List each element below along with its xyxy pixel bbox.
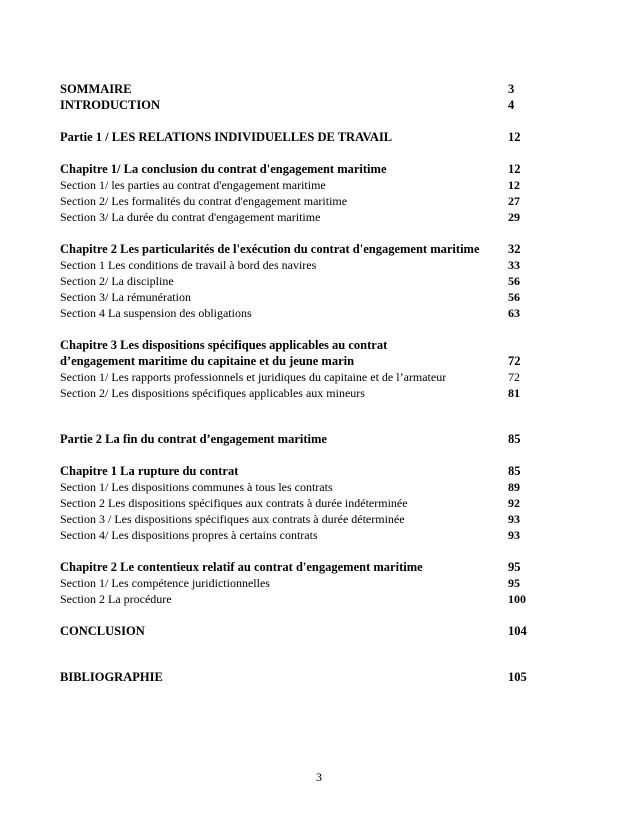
toc-page: 104 bbox=[508, 624, 527, 638]
toc-entry-section bbox=[60, 575, 530, 591]
toc-page: 93 bbox=[508, 512, 520, 526]
toc-entry-section bbox=[60, 193, 530, 209]
toc-page: 12 bbox=[508, 178, 520, 192]
toc-label: CONCLUSION bbox=[60, 624, 145, 638]
toc-label: Section 1 Les conditions de travail à bord des navires bbox=[60, 258, 317, 272]
toc-entry-bibliographie bbox=[60, 669, 530, 685]
toc-page: 105 bbox=[508, 670, 527, 684]
toc-entry-section bbox=[60, 591, 530, 607]
toc-entry-section bbox=[60, 479, 530, 495]
toc-entry-section bbox=[60, 289, 530, 305]
toc-label: SOMMAIRE bbox=[60, 82, 132, 96]
toc-entry-conclusion bbox=[60, 623, 530, 639]
toc-label: Section 2 Les dispositions spécifiques aux contrats à durée indéterminée bbox=[60, 496, 408, 510]
toc-entry-introduction bbox=[60, 97, 530, 113]
table-of-contents bbox=[60, 81, 530, 685]
toc-entry-partie-2 bbox=[60, 431, 530, 447]
toc-entry-chapitre-1 bbox=[60, 161, 530, 177]
toc-page: 3 bbox=[508, 82, 515, 96]
toc-label: Section 1/ les parties au contrat d'engagement maritime bbox=[60, 178, 326, 192]
toc-label: Section 2/ La discipline bbox=[60, 274, 174, 288]
toc-label: Section 1/ Les compétence juridictionnelles bbox=[60, 576, 270, 590]
toc-label: Section 3 / Les dispositions spécifiques aux contrats à durée déterminée bbox=[60, 512, 405, 526]
toc-page: 12 bbox=[508, 162, 521, 176]
toc-entry-section bbox=[60, 209, 530, 225]
toc-entry-chapitre-2 bbox=[60, 241, 530, 257]
toc-page: 100 bbox=[508, 592, 526, 606]
toc-page: 4 bbox=[508, 98, 515, 112]
toc-page: 32 bbox=[508, 242, 521, 256]
toc-label: Section 3/ La durée du contrat d'engagement maritime bbox=[60, 210, 321, 224]
toc-page: 85 bbox=[508, 432, 521, 446]
toc-entry-section bbox=[60, 511, 530, 527]
toc-page: 95 bbox=[508, 560, 521, 574]
toc-page: 92 bbox=[508, 496, 520, 510]
toc-label: Section 1/ Les rapports professionnels et juridiques du capitaine et de l’armateur bbox=[60, 370, 447, 384]
toc-page: 85 bbox=[508, 464, 521, 478]
toc-label: Section 1/ Les dispositions communes à tous les contrats bbox=[60, 480, 333, 494]
toc-page: 72 bbox=[508, 370, 520, 384]
toc-page: 12 bbox=[508, 130, 521, 144]
toc-entry-section bbox=[60, 273, 530, 289]
toc-label: Section 4/ Les dispositions propres à certains contrats bbox=[60, 528, 318, 542]
toc-entry-section bbox=[60, 305, 530, 321]
toc-label: BIBLIOGRAPHIE bbox=[60, 670, 163, 684]
toc-entry-partie-1 bbox=[60, 129, 530, 145]
toc-label: Chapitre 2 Les particularités de l'exécution du contrat d'engagement maritime bbox=[60, 242, 480, 256]
toc-entry-section bbox=[60, 257, 530, 273]
toc-page: 93 bbox=[508, 528, 520, 542]
toc-label: Chapitre 1/ La conclusion du contrat d'engagement maritime bbox=[60, 162, 387, 176]
toc-page: 81 bbox=[508, 386, 520, 400]
toc-page: 56 bbox=[508, 290, 520, 304]
toc-page: 63 bbox=[508, 306, 520, 320]
toc-label: Partie 2 La fin du contrat d’engagement maritime bbox=[60, 432, 327, 446]
toc-label: Section 2/ Les formalités du contrat d'engagement maritime bbox=[60, 194, 348, 208]
toc-entry-section bbox=[60, 369, 530, 385]
toc-page: 33 bbox=[508, 258, 520, 272]
toc-label: Chapitre 1 La rupture du contrat bbox=[60, 464, 239, 478]
toc-entry-section bbox=[60, 385, 530, 401]
toc-entry-sommaire bbox=[60, 81, 530, 97]
toc-label: Section 2 La procédure bbox=[60, 592, 172, 606]
toc-page: 27 bbox=[508, 194, 520, 208]
toc-label: Chapitre 2 Le contentieux relatif au contrat d'engagement maritime bbox=[60, 560, 423, 574]
toc-entry-p2-chapitre-2 bbox=[60, 559, 530, 575]
toc-entry-section bbox=[60, 177, 530, 193]
toc-page: 95 bbox=[508, 576, 520, 590]
toc-page: 72 bbox=[508, 354, 521, 368]
page-number: 3 bbox=[316, 770, 322, 784]
toc-page: 56 bbox=[508, 274, 520, 288]
toc-label: INTRODUCTION bbox=[60, 98, 161, 112]
toc-entry-p2-chapitre-1 bbox=[60, 463, 530, 479]
toc-label: Section 4 La suspension des obligations bbox=[60, 306, 252, 320]
toc-label: Chapitre 3 Les dispositions spécifiques applicables au contrat bbox=[60, 338, 388, 352]
toc-label: Section 2/ Les dispositions spécifiques applicables aux mineurs bbox=[60, 386, 365, 400]
toc-label: Section 3/ La rémunération bbox=[60, 290, 191, 304]
toc-entry-section bbox=[60, 527, 530, 543]
toc-label: d’engagement maritime du capitaine et du jeune marin bbox=[60, 354, 355, 368]
toc-label: Partie 1 / LES RELATIONS INDIVIDUELLES DE TRAVAIL bbox=[60, 130, 393, 144]
toc-page: 89 bbox=[508, 480, 520, 494]
toc-entry-section bbox=[60, 495, 530, 511]
toc-page: 29 bbox=[508, 210, 520, 224]
toc-entry-chapitre-3-continued bbox=[60, 353, 530, 369]
toc-entry-chapitre-3 bbox=[60, 337, 530, 353]
